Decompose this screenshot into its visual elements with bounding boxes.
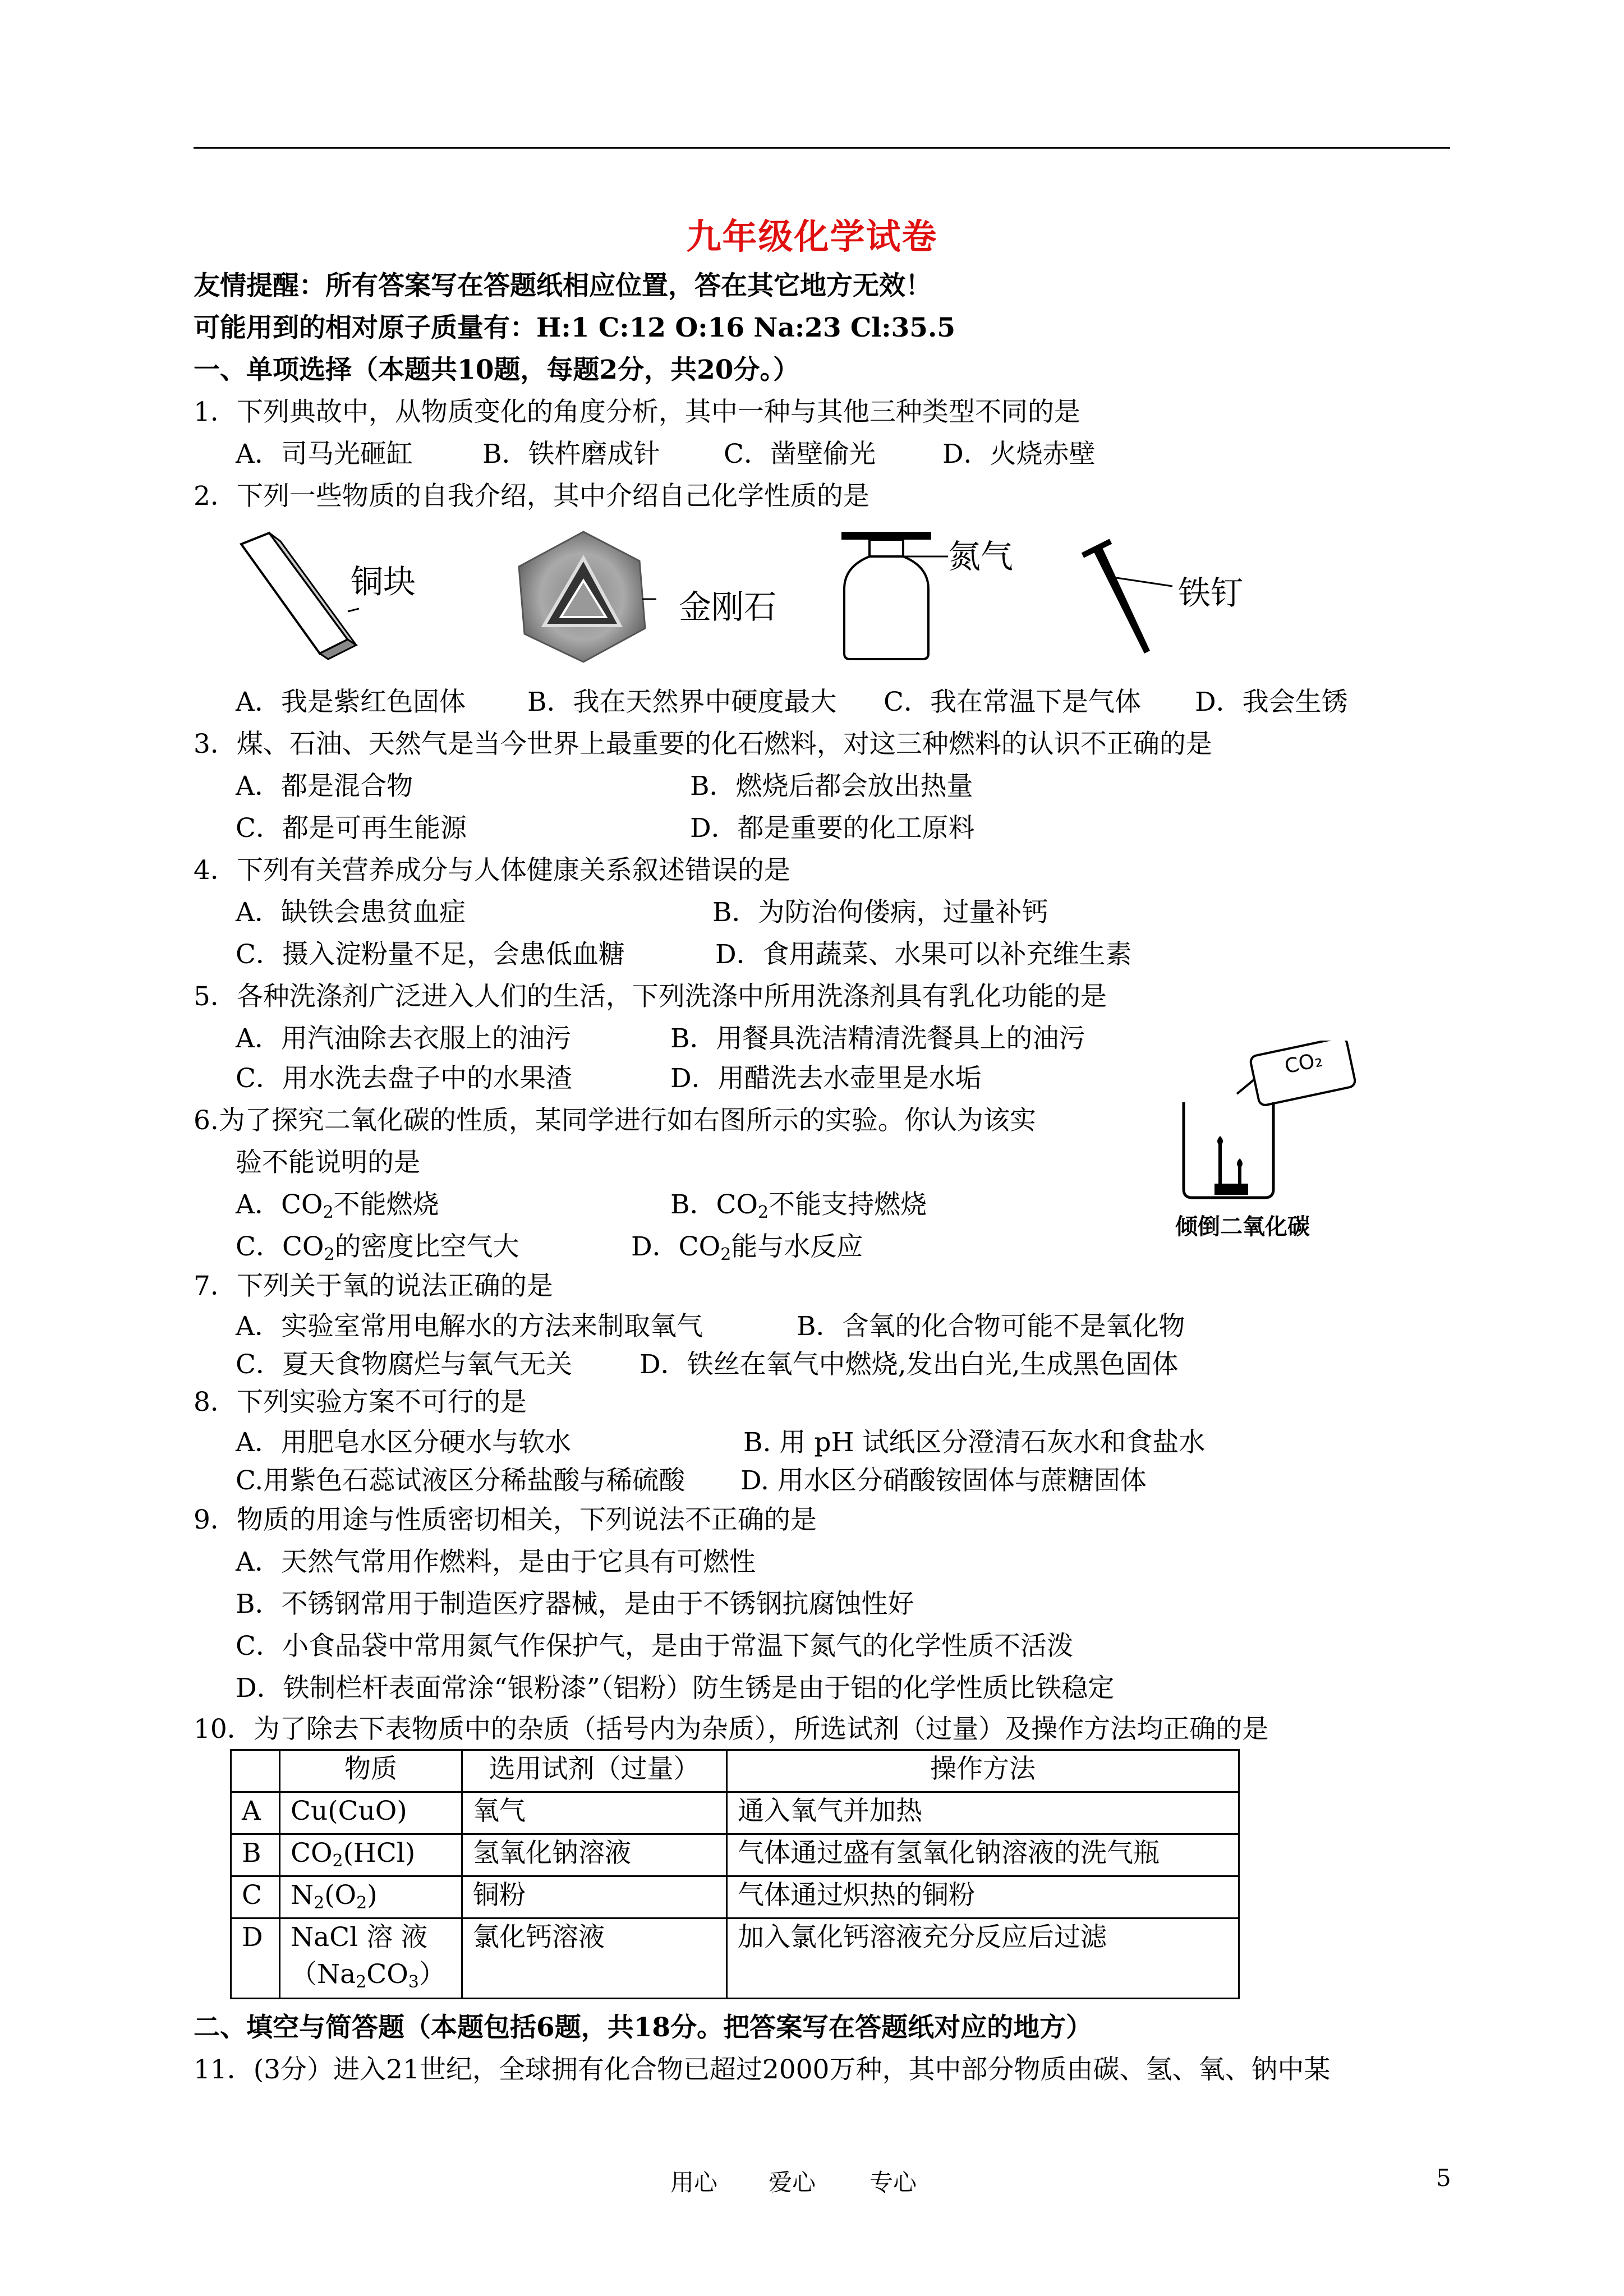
row-reagent: 铜粉 <box>462 1876 727 1918</box>
q1-option-a: A．司马光砸缸 <box>236 439 413 470</box>
diamond-icon <box>510 527 656 668</box>
q4-option-b: B．为防治佝偻病，过量补钙 <box>712 897 1048 928</box>
row-method: 通入氧气并加热 <box>727 1792 1239 1834</box>
table-row <box>231 1834 1239 1876</box>
row-method: 加入氯化钙溶液充分反应后过滤 <box>727 1918 1239 1999</box>
row-reagent: 氧气 <box>462 1792 727 1834</box>
q1-option-d: D．火烧赤壁 <box>942 439 1096 470</box>
q2-stem: 2．下列一些物质的自我介绍，其中介绍自己化学性质的是 <box>194 481 869 512</box>
table-header-row <box>231 1750 1239 1792</box>
row-key: D <box>231 1918 280 1999</box>
footer-mid: 爱心 <box>769 2169 816 2196</box>
header-rule <box>194 147 1450 149</box>
table-header-cell: 操作方法 <box>727 1750 1239 1792</box>
gas-bottle-icon <box>836 527 948 662</box>
q2-option-b: B．我在天然界中硬度最大 <box>527 687 837 717</box>
q7-option-b: B．含氧的化合物可能不是氧化物 <box>797 1311 1185 1342</box>
q7-option-a: A．实验室常用电解水的方法来制取氧气 <box>236 1311 703 1342</box>
q5-stem: 5．各种洗涤剂广泛进入人们的生活，下列洗涤中所用洗涤剂具有乳化功能的是 <box>194 981 1107 1012</box>
q6-option-a: A．$CO_2$不能燃烧 <box>236 1189 439 1222</box>
page-number: 5 <box>1436 2164 1451 2192</box>
q5-option-b: B．用餐具洗洁精清洗餐具上的油污 <box>670 1023 1085 1054</box>
q4-option-a: A．缺铁会患贫血症 <box>236 897 466 928</box>
q2-option-c: C．我在常温下是气体 <box>884 687 1141 717</box>
q4-option-d: D．食用蔬菜、水果可以补充维生素 <box>715 939 1132 970</box>
row-reagent: 氢氧化钠溶液 <box>462 1834 727 1876</box>
row-method: 气体通过盛有氢氧化钠溶液的洗气瓶 <box>727 1834 1239 1876</box>
q9-stem: 9．物质的用途与性质密切相关，下列说法不正确的是 <box>194 1504 817 1535</box>
q7-option-d: D．铁丝在氧气中燃烧,发出白光,生成黑色固体 <box>640 1349 1179 1380</box>
q8-option-d: D. 用水区分硝酸铵固体与蔗糖固体 <box>740 1465 1147 1496</box>
table-header-cell: 物质 <box>280 1750 462 1792</box>
q6-stem-line1: 6.为了探究二氧化碳的性质，某同学进行如右图所示的实验。你认为该实 <box>194 1105 1036 1136</box>
q5-option-c: C．用水洗去盘子中的水果渣 <box>236 1063 572 1094</box>
q6-stem-line2: 验不能说明的是 <box>236 1147 420 1178</box>
q3-option-c: C．都是可再生能源 <box>236 813 467 844</box>
q5-option-d: D．用醋洗去水壶里是水垢 <box>670 1063 982 1094</box>
q1-option-b: B．铁杵磨成针 <box>482 439 660 470</box>
q1-option-c: C．凿壁偷光 <box>724 439 876 470</box>
copper-block-icon <box>236 527 359 662</box>
table-row <box>231 1876 1239 1918</box>
table-header-cell: 选用试剂（过量） <box>462 1750 727 1792</box>
table-header-cell <box>231 1750 280 1792</box>
q2-option-d: D．我会生锈 <box>1195 687 1348 717</box>
q2-figure <box>236 527 1329 684</box>
q11-stem: 11．(3分）进入21世纪，全球拥有化合物已超过2000万种，其中部分物质由碳、氢、氧、钠中某 <box>194 2054 1331 2085</box>
q3-option-a: A．都是混合物 <box>236 771 413 802</box>
row-key: B <box>231 1834 280 1876</box>
row-key: C <box>231 1876 280 1918</box>
q4-stem: 4．下列有关营养成分与人体健康关系叙述错误的是 <box>194 855 790 886</box>
q4-option-c: C．摄入淀粉量不足，会患低血糖 <box>236 939 625 970</box>
row-key: A <box>231 1792 280 1834</box>
row-substance: Cu(CuO) <box>280 1792 462 1834</box>
row-substance: $N_2(O_2)$ <box>280 1876 462 1918</box>
nitrogen-label: 氮气 <box>948 537 1014 576</box>
q9-option-c: C．小食品袋中常用氮气作保护气，是由于常温下氮气的化学性质不活泼 <box>236 1631 1073 1662</box>
q3-stem: 3．煤、石油、天然气是当今世界上最重要的化石燃料，对这三种燃料的认识不正确的是 <box>194 729 1212 760</box>
copper-label: 铜块 <box>351 563 416 601</box>
q9-option-b: B．不锈钢常用于制造医疗器械，是由于不锈钢抗腐蚀性好 <box>236 1589 914 1619</box>
iron-nail-icon <box>1077 539 1189 662</box>
q8-stem: 8．下列实验方案不可行的是 <box>194 1387 527 1418</box>
table-row <box>231 1918 1239 1999</box>
diamond-label: 金刚石 <box>679 588 777 626</box>
q3-option-d: D．都是重要的化工原料 <box>690 813 975 844</box>
q9-option-a: A．天然气常用作燃料，是由于它具有可燃性 <box>236 1547 756 1577</box>
footer-right: 专心 <box>869 2169 917 2196</box>
row-substance: $CO_2(HCl)$ <box>280 1834 462 1876</box>
section-2-heading: 二、填空与简答题（本题包括6题，共18分。把答案写在答题纸对应的地方） <box>194 2012 1093 2043</box>
q7-option-c: C．夏天食物腐烂与氧气无关 <box>236 1349 572 1380</box>
footer-left: 用心 <box>670 2169 718 2196</box>
q1-stem: 1．下列典故中，从物质变化的角度分析，其中一种与其他三种类型不同的是 <box>194 397 1080 427</box>
q8-option-b: B. 用 pH 试纸区分澄清石灰水和食盐水 <box>743 1427 1206 1458</box>
beaker-co2-icon <box>1175 1041 1360 1209</box>
q7-stem: 7．下列关于氧的说法正确的是 <box>194 1271 553 1301</box>
q6-figure-caption: 倾倒二氧化碳 <box>1175 1214 1310 1240</box>
q8-option-a: A．用肥皂水区分硬水与软水 <box>236 1427 571 1458</box>
row-method: 气体通过炽热的铜粉 <box>727 1876 1239 1918</box>
q10-stem: 10．为了除去下表物质中的杂质（括号内为杂质），所选试剂（过量）及操作方法均正确的是 <box>194 1714 1269 1745</box>
exam-title: 九年级化学试卷 <box>686 216 938 257</box>
q6-option-d: D．$CO_2$能与水反应 <box>631 1231 863 1264</box>
q2-option-a: A．我是紫红色固体 <box>236 687 466 717</box>
atomic-masses: 可能用到的相对原子质量有：H:1 C:12 O:16 Na:23 Cl:35.5 <box>194 312 956 343</box>
table-row <box>231 1792 1239 1834</box>
q6-option-c: C．$CO_2$的密度比空气大 <box>236 1231 519 1264</box>
co2-bottle-label: CO₂ <box>1282 1048 1325 1079</box>
row-substance: NaCl 溶 液 $(Na_2CO_3)$ <box>280 1918 462 1999</box>
nail-label: 铁钉 <box>1178 574 1244 612</box>
q10-table <box>230 1749 1240 1999</box>
q3-option-b: B．燃烧后都会放出热量 <box>690 771 973 802</box>
q6-figure <box>1175 1041 1360 1243</box>
row-reagent: 氯化钙溶液 <box>462 1918 727 1999</box>
q8-option-c: C.用紫色石蕊试液区分稀盐酸与稀硫酸 <box>236 1465 686 1496</box>
notice: 友情提醒：所有答案写在答题纸相应位置，答在其它地方无效！ <box>194 270 932 301</box>
q6-option-b: B．$CO_2$不能支持燃烧 <box>670 1189 927 1222</box>
section-1-heading: 一、单项选择（本题共10题，每题2分，共20分。） <box>194 355 800 385</box>
q5-option-a: A．用汽油除去衣服上的油污 <box>236 1023 571 1054</box>
q9-option-d: D．铁制栏杆表面常涂“银粉漆”（铝粉）防生锈是由于铝的化学性质比铁稳定 <box>236 1673 1115 1704</box>
